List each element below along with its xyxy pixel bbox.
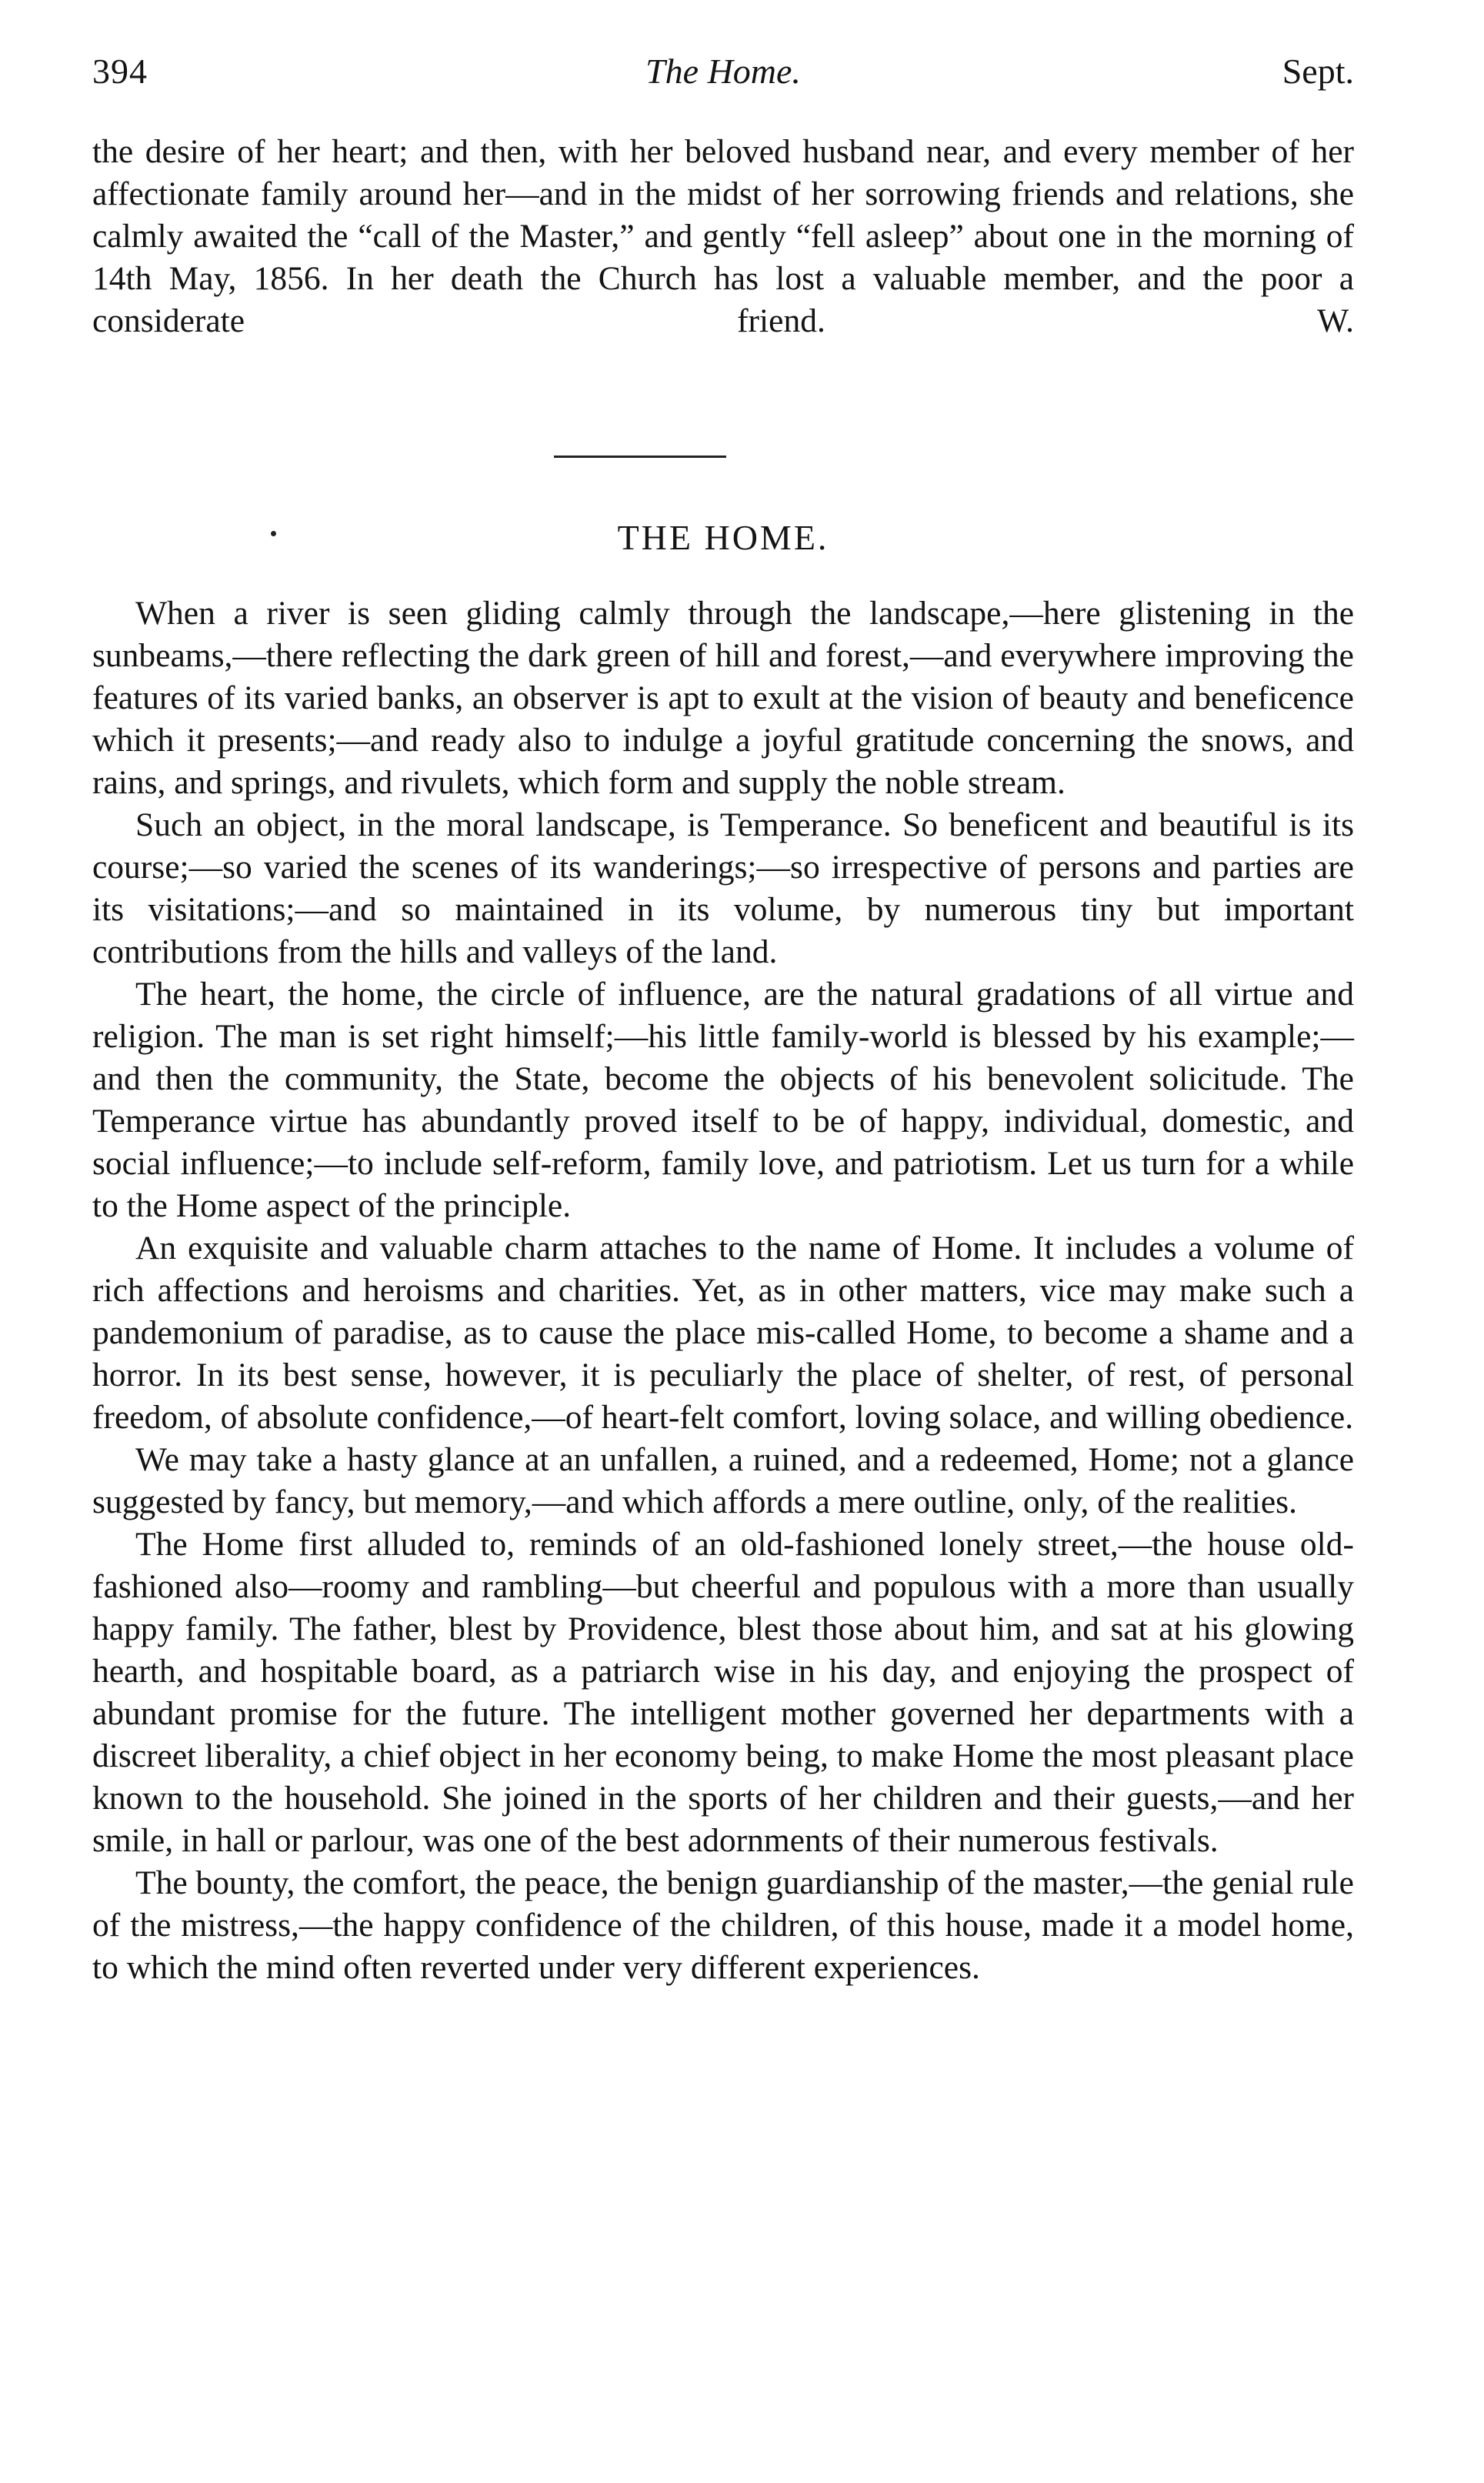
running-month: Sept. bbox=[1282, 52, 1354, 91]
article-paragraph-6: The Home first alluded to, reminds of an old-fashioned lonely street,—the house old-fashioned also—roomy and rambling—but cheerful and populous with a more than usually happy family. The father, blest by Providence, blest those about him, and sat at his glowing hearth, and hospitable board, as a patriarch wise in his day, and enjoying the prospect of abundant promise for the future. The intelligent mother governed her departments with a discreet liberality, a chief object in her economy being, to make Home the most pleasant place known to the household. She joined in the sports of her children and their guests,—and her smile, in hall or parlour, was one of the best adornments of their numerous festivals. bbox=[92, 1526, 1354, 1859]
section-divider-rule bbox=[554, 456, 726, 458]
article-body bbox=[92, 592, 1354, 1989]
page-number: 394 bbox=[92, 52, 148, 91]
signature: W. bbox=[1317, 302, 1355, 339]
article-title: THE HOME. bbox=[617, 518, 829, 557]
article-paragraph-1: When a river is seen gliding calmly through the landscape,—here glistening in the sunbeams,—there reflecting the dark green of hill and forest,—and everywhere improving the features of its varied banks, an observer is apt to exult at the vision of beauty and beneficence which it presents;—and ready also to indulge a joyful gratitude concerning the snows, and rains, and springs, and rivulets, which form and supply the noble stream. bbox=[92, 595, 1354, 801]
continued-paragraph-text: the desire of her heart; and then, with her beloved husband near, and every member of her affectionate family around her—and in the midst of her sorrowing friends and relations, she calmly awaited the “call of the Master,” and gently “fell asleep” about one in the morning of 14th May, 1856. In her death the Church has lost a valuable member, and the poor a considerate friend. bbox=[92, 133, 1354, 339]
article-paragraph-7: The bounty, the comfort, the peace, the benign guardianship of the master,—the genial rule of the mistress,—the happy confidence of the children, of this house, made it a model home, to which the mind often reverted under very different experiences. bbox=[92, 1864, 1354, 1986]
running-header bbox=[92, 51, 1354, 105]
running-title: The Home. bbox=[645, 52, 801, 91]
article-paragraph-2: Such an object, in the moral landscape, is Temperance. So beneficent and beautiful is its course;—so varied the scenes of its wanderings;—so irrespective of persons and parties are its visitations;—and so maintained in its volume, by numerous tiny but important contributions from the hills and valleys of the land. bbox=[92, 806, 1354, 970]
article-paragraph-4: An exquisite and valuable charm attaches to the name of Home. It includes a volume of rich affections and heroisms and charities. Yet, as in other matters, vice may make such a pandemonium of paradise, as to cause the place mis-called Home, to become a shame and a horror. In its best sense, however, it is peculiarly the place of shelter, of rest, of personal freedom, of absolute confidence,—of heart-felt comfort, loving solace, and willing obedience. bbox=[92, 1230, 1354, 1436]
article-paragraph-5: We may take a hasty glance at an unfallen, a ruined, and a redeemed, Home; not a glance suggested by fancy, but memory,—and which affords a mere outline, only, of the realities. bbox=[92, 1441, 1354, 1520]
article-paragraph-3: The heart, the home, the circle of influence, are the natural gradations of all virtue and religion. The man is set right himself;—his little family-world is blessed by his example;—and then the community, the State, become the objects of his benevolent solicitude. The Temperance virtue has abundantly proved itself to be of happy, individual, domestic, and social influence;—to include self-reform, family love, and patriotism. Let us turn for a while to the Home aspect of the principle. bbox=[92, 976, 1354, 1224]
continued-paragraph bbox=[92, 131, 1354, 342]
previous-article-ending bbox=[92, 131, 1354, 342]
